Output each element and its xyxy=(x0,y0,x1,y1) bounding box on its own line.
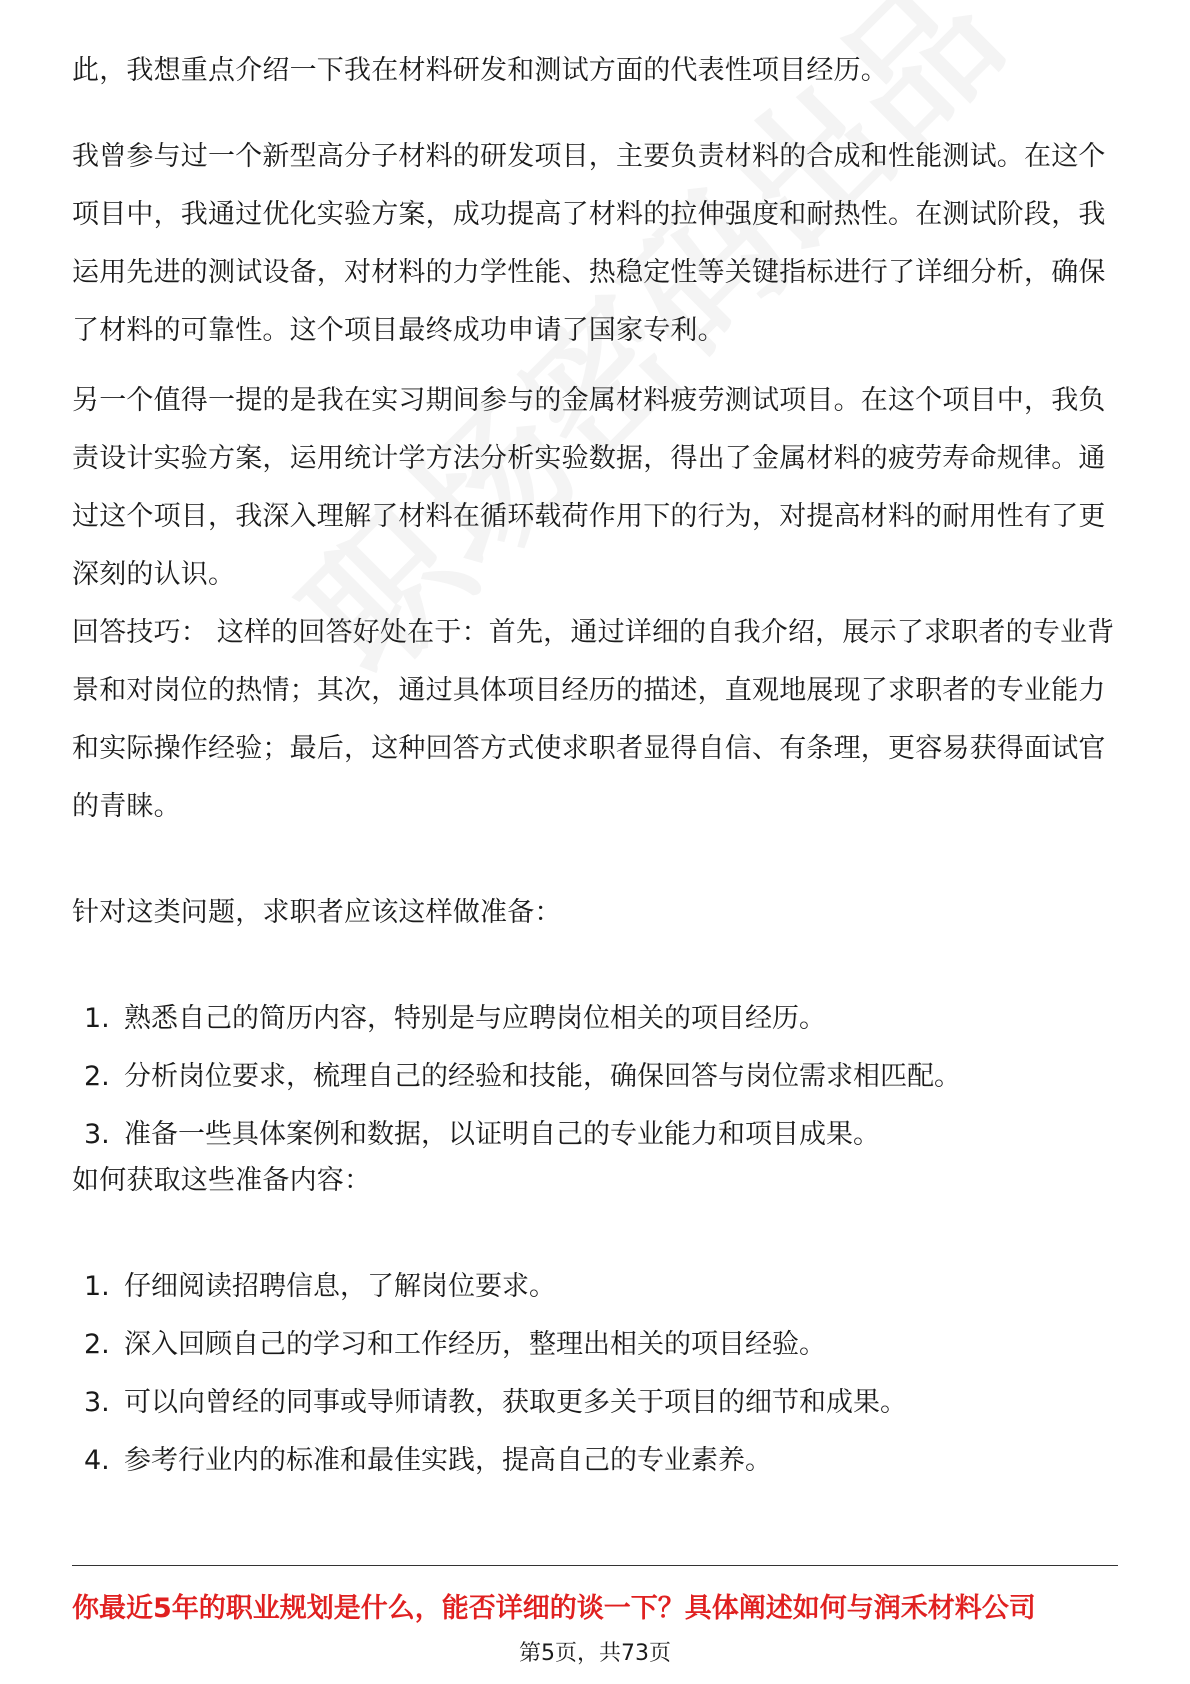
paragraph-answer-tips: 回答技巧： 这样的回答好处在于：首先，通过详细的自我介绍，展示了求职者的专业背景和对岗位的热情；其次，通过具体项目经历的描述，直观地展现了求职者的专业能力和实际操作经验；最后，这种回答方式使求职者显得自信、有条理，更容易获得面试官的青睐。 xyxy=(72,617,1115,822)
paragraph-preparation-heading: 针对这类问题，求职者应该这样做准备： xyxy=(72,897,562,928)
list-item xyxy=(84,1048,961,1106)
list-item-number: 4. xyxy=(84,1445,110,1476)
list-item xyxy=(84,1258,907,1316)
list-item xyxy=(84,1374,907,1432)
next-question-heading: 你最近5年的职业规划是什么，能否详细的谈一下？具体阐述如何与润禾材料公司 xyxy=(72,1593,1036,1624)
list-item-text: 仔细阅读招聘信息，了解岗位要求。 xyxy=(124,1271,556,1302)
list-item-number: 3. xyxy=(84,1387,110,1418)
list-item xyxy=(84,1432,907,1490)
paragraph-sources-heading: 如何获取这些准备内容： xyxy=(72,1165,372,1196)
sources-list xyxy=(84,1258,907,1490)
list-item-text: 可以向曾经的同事或导师请教，获取更多关于项目的细节和成果。 xyxy=(124,1387,907,1418)
footer-divider xyxy=(72,1565,1118,1566)
list-item-text: 深入回顾自己的学习和工作经历，整理出相关的项目经验。 xyxy=(124,1329,826,1360)
list-item xyxy=(84,990,961,1048)
paragraph-fatigue-project: 另一个值得一提的是我在实习期间参与的金属材料疲劳测试项目。在这个项目中，我负责设计实验方案，运用统计学方法分析实验数据，得出了金属材料的疲劳寿命规律。通过这个项目，我深入理解了材料在循环载荷作用下的行为，对提高材料的耐用性有了更深刻的认识。 xyxy=(72,385,1106,590)
list-item-text: 参考行业内的标准和最佳实践，提高自己的专业素养。 xyxy=(124,1445,772,1476)
list-item-number: 1. xyxy=(84,1003,110,1034)
list-item-number: 3. xyxy=(84,1119,110,1150)
paragraph-intro: 此，我想重点介绍一下我在材料研发和测试方面的代表性项目经历。 xyxy=(72,55,888,86)
list-item-number: 2. xyxy=(84,1329,110,1360)
list-item-text: 熟悉自己的简历内容，特别是与应聘岗位相关的项目经历。 xyxy=(124,1003,826,1034)
list-item-number: 2. xyxy=(84,1061,110,1092)
list-item-text: 分析岗位要求，梳理自己的经验和技能，确保回答与岗位需求相匹配。 xyxy=(124,1061,961,1092)
preparation-list xyxy=(84,990,961,1164)
list-item xyxy=(84,1316,907,1374)
page-number: 第5页，共73页 xyxy=(519,1641,671,1666)
list-item-number: 1. xyxy=(84,1271,110,1302)
list-item-text: 准备一些具体案例和数据，以证明自己的专业能力和项目成果。 xyxy=(124,1119,880,1150)
paragraph-polymer-project: 我曾参与过一个新型高分子材料的研发项目，主要负责材料的合成和性能测试。在这个项目中，我通过优化实验方案，成功提高了材料的拉伸强度和耐热性。在测试阶段，我运用先进的测试设备，对材料的力学性能、热稳定性等关键指标进行了详细分析，确保了材料的可靠性。这个项目最终成功申请了国家专利。 xyxy=(72,141,1106,346)
